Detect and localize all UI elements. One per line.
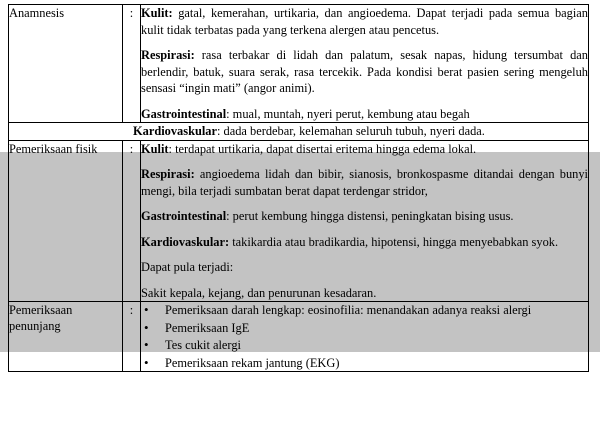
finding-text-respirasi-fisik: angioedema lidah dan bibir, sianosis, bronkospasme ditandai dengan bunyi mengi, bila terjadi sumbatan berat dapat terdengar stridor, [141,167,588,198]
table-row-pemeriksaan-fisik [9,140,589,302]
list-item: • Tes cukit alergi [141,337,588,354]
finding-lead-kardiovaskular-fisik: Kardiovaskular: [141,234,230,249]
row-body-pemeriksaan-penunjang [141,302,589,372]
finding-gastrointestinal-fisik [141,208,588,225]
finding-text-kardiovaskular: : dada berdebar, kelemahan seluruh tubuh, nyeri dada. [217,124,485,138]
finding-text-gastrointestinal: : mual, muntah, nyeri perut, kembung atau begah [226,106,470,121]
finding-gastrointestinal-anamnesis [141,106,588,123]
finding-lead-gastrointestinal: Gastrointestinal [141,106,227,121]
table-row-pemeriksaan-penunjang [9,302,589,372]
finding-kulit-anamnesis [141,5,588,38]
row-colon-pemeriksaan-penunjang: : [123,302,141,372]
investigation-list [141,302,588,371]
row-label-anamnesis: Anamnesis [9,5,123,123]
table-row-kardiovaskular-anamnesis [9,123,589,141]
row-label-pemeriksaan-penunjang: Pemeriksaan penunjang [9,302,123,372]
list-item: • Pemeriksaan IgE [141,320,588,337]
finding-text-gastrointestinal-fisik: : perut kembung hingga distensi, peningkatan bising usus. [226,209,514,223]
finding-lead-respirasi-fisik: Respirasi: [141,167,195,181]
finding-lead-kulit-fisik: Kulit [141,141,169,156]
finding-lead-kardiovaskular: Kardiovaskular [133,124,217,138]
finding-respirasi-anamnesis [141,47,588,97]
finding-kardiovaskular-anamnesis [133,123,588,140]
table-row-anamnesis [9,5,589,123]
finding-additional-intro [141,259,588,276]
row-body-kardiovaskular-anamnesis [9,123,589,141]
clinical-findings-table [8,4,589,372]
finding-text-respirasi: rasa terbakar di lidah dan palatum, sesak napas, hidung tersumbat dan berlendir, batuk, suara serak, rasa tercekik. Pada kondisi berat pasien sering mengeluh sensasi “ingin mati” (angor animi). [141,48,588,95]
finding-kardiovaskular-fisik [141,234,588,251]
finding-lead-respirasi: Respirasi: [141,48,195,62]
finding-text-additional-symptoms: Sakit kepala, kejang, dan penurunan kesadaran. [141,285,377,300]
finding-text-additional-intro: Dapat pula terjadi: [141,260,234,274]
list-item: • Pemeriksaan darah lengkap: eosinofilia: menandakan adanya reaksi alergi [141,302,588,319]
finding-additional-symptoms [141,285,588,302]
row-body-anamnesis [141,5,589,123]
row-label-pemeriksaan-fisik: Pemeriksaan fisik [9,140,123,302]
clinical-table-container [8,4,588,372]
finding-lead-kulit: Kulit: [141,6,173,20]
finding-lead-gastrointestinal-fisik: Gastrointestinal [141,209,227,223]
finding-text-kulit: gatal, kemerahan, urtikaria, dan angioedema. Dapat terjadi pada semua bagian kulit tidak terbatas pada yang terkena alergen atau pencetus. [141,6,588,37]
finding-text-kardiovaskular-fisik: takikardia atau bradikardia, hipotensi, hingga menyebabkan syok. [229,234,559,249]
finding-respirasi-fisik [141,166,588,199]
list-item: • Pemeriksaan rekam jantung (EKG) [141,355,588,372]
row-body-pemeriksaan-fisik [141,140,589,302]
finding-text-kulit-fisik: : terdapat urtikaria, dapat disertai eritema hingga edema lokal. [168,141,477,156]
row-colon-pemeriksaan-fisik: : [123,140,141,302]
finding-kulit-fisik [141,141,588,158]
row-colon-anamnesis: : [123,5,141,123]
